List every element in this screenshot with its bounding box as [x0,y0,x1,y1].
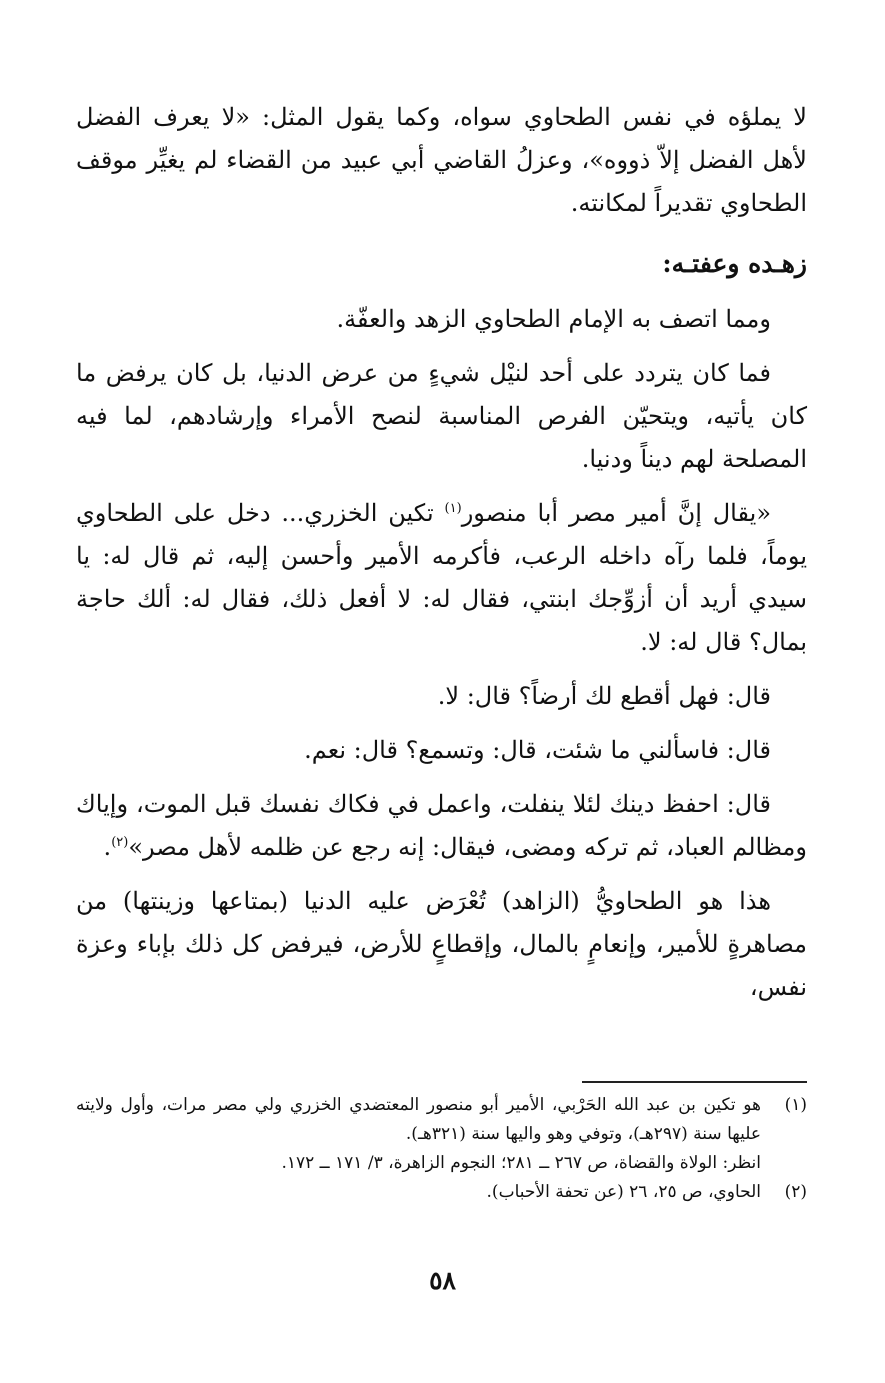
footnote-ref-2: (٢) [111,835,129,850]
paragraph-1: لا يملؤه في نفس الطحاوي سواه، وكما يقول المثل: «لا يعرف الفضل لأهل الفضل إلاّ ذووه»، وعزلُ القاضي أبي عبيد من القضاء لم يغيِّر موقف الطحاوي تقديراً لمكانته. [76,103,807,217]
paragraph-7-text: قال: احفظ دينك لئلا ينفلت، واعمل في فكاك نفسك قبل الموت، وإياك ومظالم العباد، ثم تركه ومضى، فيقال: إنه رجع عن ظلمه لأهل مصر» [76,790,807,861]
paragraph-4-text-end: تكين الخزري... دخل على الطحاوي يوماً، فلما رآه داخله الرعب، فأكرمه الأمير وأحسن إليه، ثم قال له: يا سيدي أريد أن أزوِّجك ابنتي، فقال له: لا أفعل ذلك، فقال له: ألك حاجة بمال؟ قال له: لا. [76,499,807,656]
paragraph-7 [76,783,807,869]
footnote-divider [582,1081,807,1083]
footnote-ref-1: (١) [444,501,462,516]
footnote-1 [76,1091,807,1149]
paragraph-7-end: . [103,833,112,861]
footnote-text: الحاوي، ص ٢٥، ٢٦ (عن تحفة الأحباب). [486,1182,761,1202]
footnote-number: (٢) [784,1182,807,1202]
footnotes-section [76,1081,807,1207]
paragraph-3: فما كان يتردد على أحد لنيْل شيءٍ من عرض الدنيا، بل كان يرفض ما كان يأتيه، ويتحيّن الفرص المناسبة لنصح الأمراء وإرشادهم، لما فيه المصلحة لهم ديناً ودنيا. [76,359,807,473]
paragraph-5: قال: فهل أقطع لك أرضاً؟ قال: لا. [437,682,771,710]
footnote-number: (١) [784,1095,807,1115]
page-number: ٥٨ [429,1266,456,1295]
paragraph-4 [76,492,807,664]
footnote-text: هو تكين بن عبد الله الحَرْبي، الأمير أبو منصور المعتضدي الخزري ولي مصر مرات، وأول ولايته عليها سنة (٢٩٧هـ)، وتوفي وهو واليها سنة (٣٢١هـ). [76,1095,761,1144]
footnote-1-continuation [76,1149,807,1178]
paragraph-4-text-start: «يقال إنَّ أمير مصر أبا منصور [461,499,772,527]
footnote-2 [76,1178,807,1207]
paragraph-2: ومما اتصف به الإمام الطحاوي الزهد والعفّة. [336,305,771,333]
footnote-text: انظر: الولاة والقضاة، ص ٢٦٧ ــ ٢٨١؛ النجوم الزاهرة، ٣/ ١٧١ ــ ١٧٢. [281,1153,761,1173]
paragraph-8: هذا هو الطحاويُّ (الزاهد) تُعْرَض عليه الدنيا (بمتاعها وزينتها) من مصاهرةٍ للأمير، وإنعامٍ بالمال، وإقطاعٍ للأرض، فيرفض كل ذلك بإباء وعزة نفس، [76,887,808,1001]
section-heading: زهـده وعفتـه: [662,249,807,278]
paragraph-6: قال: فاسألني ما شئت، قال: وتسمع؟ قال: نعم. [304,736,771,764]
